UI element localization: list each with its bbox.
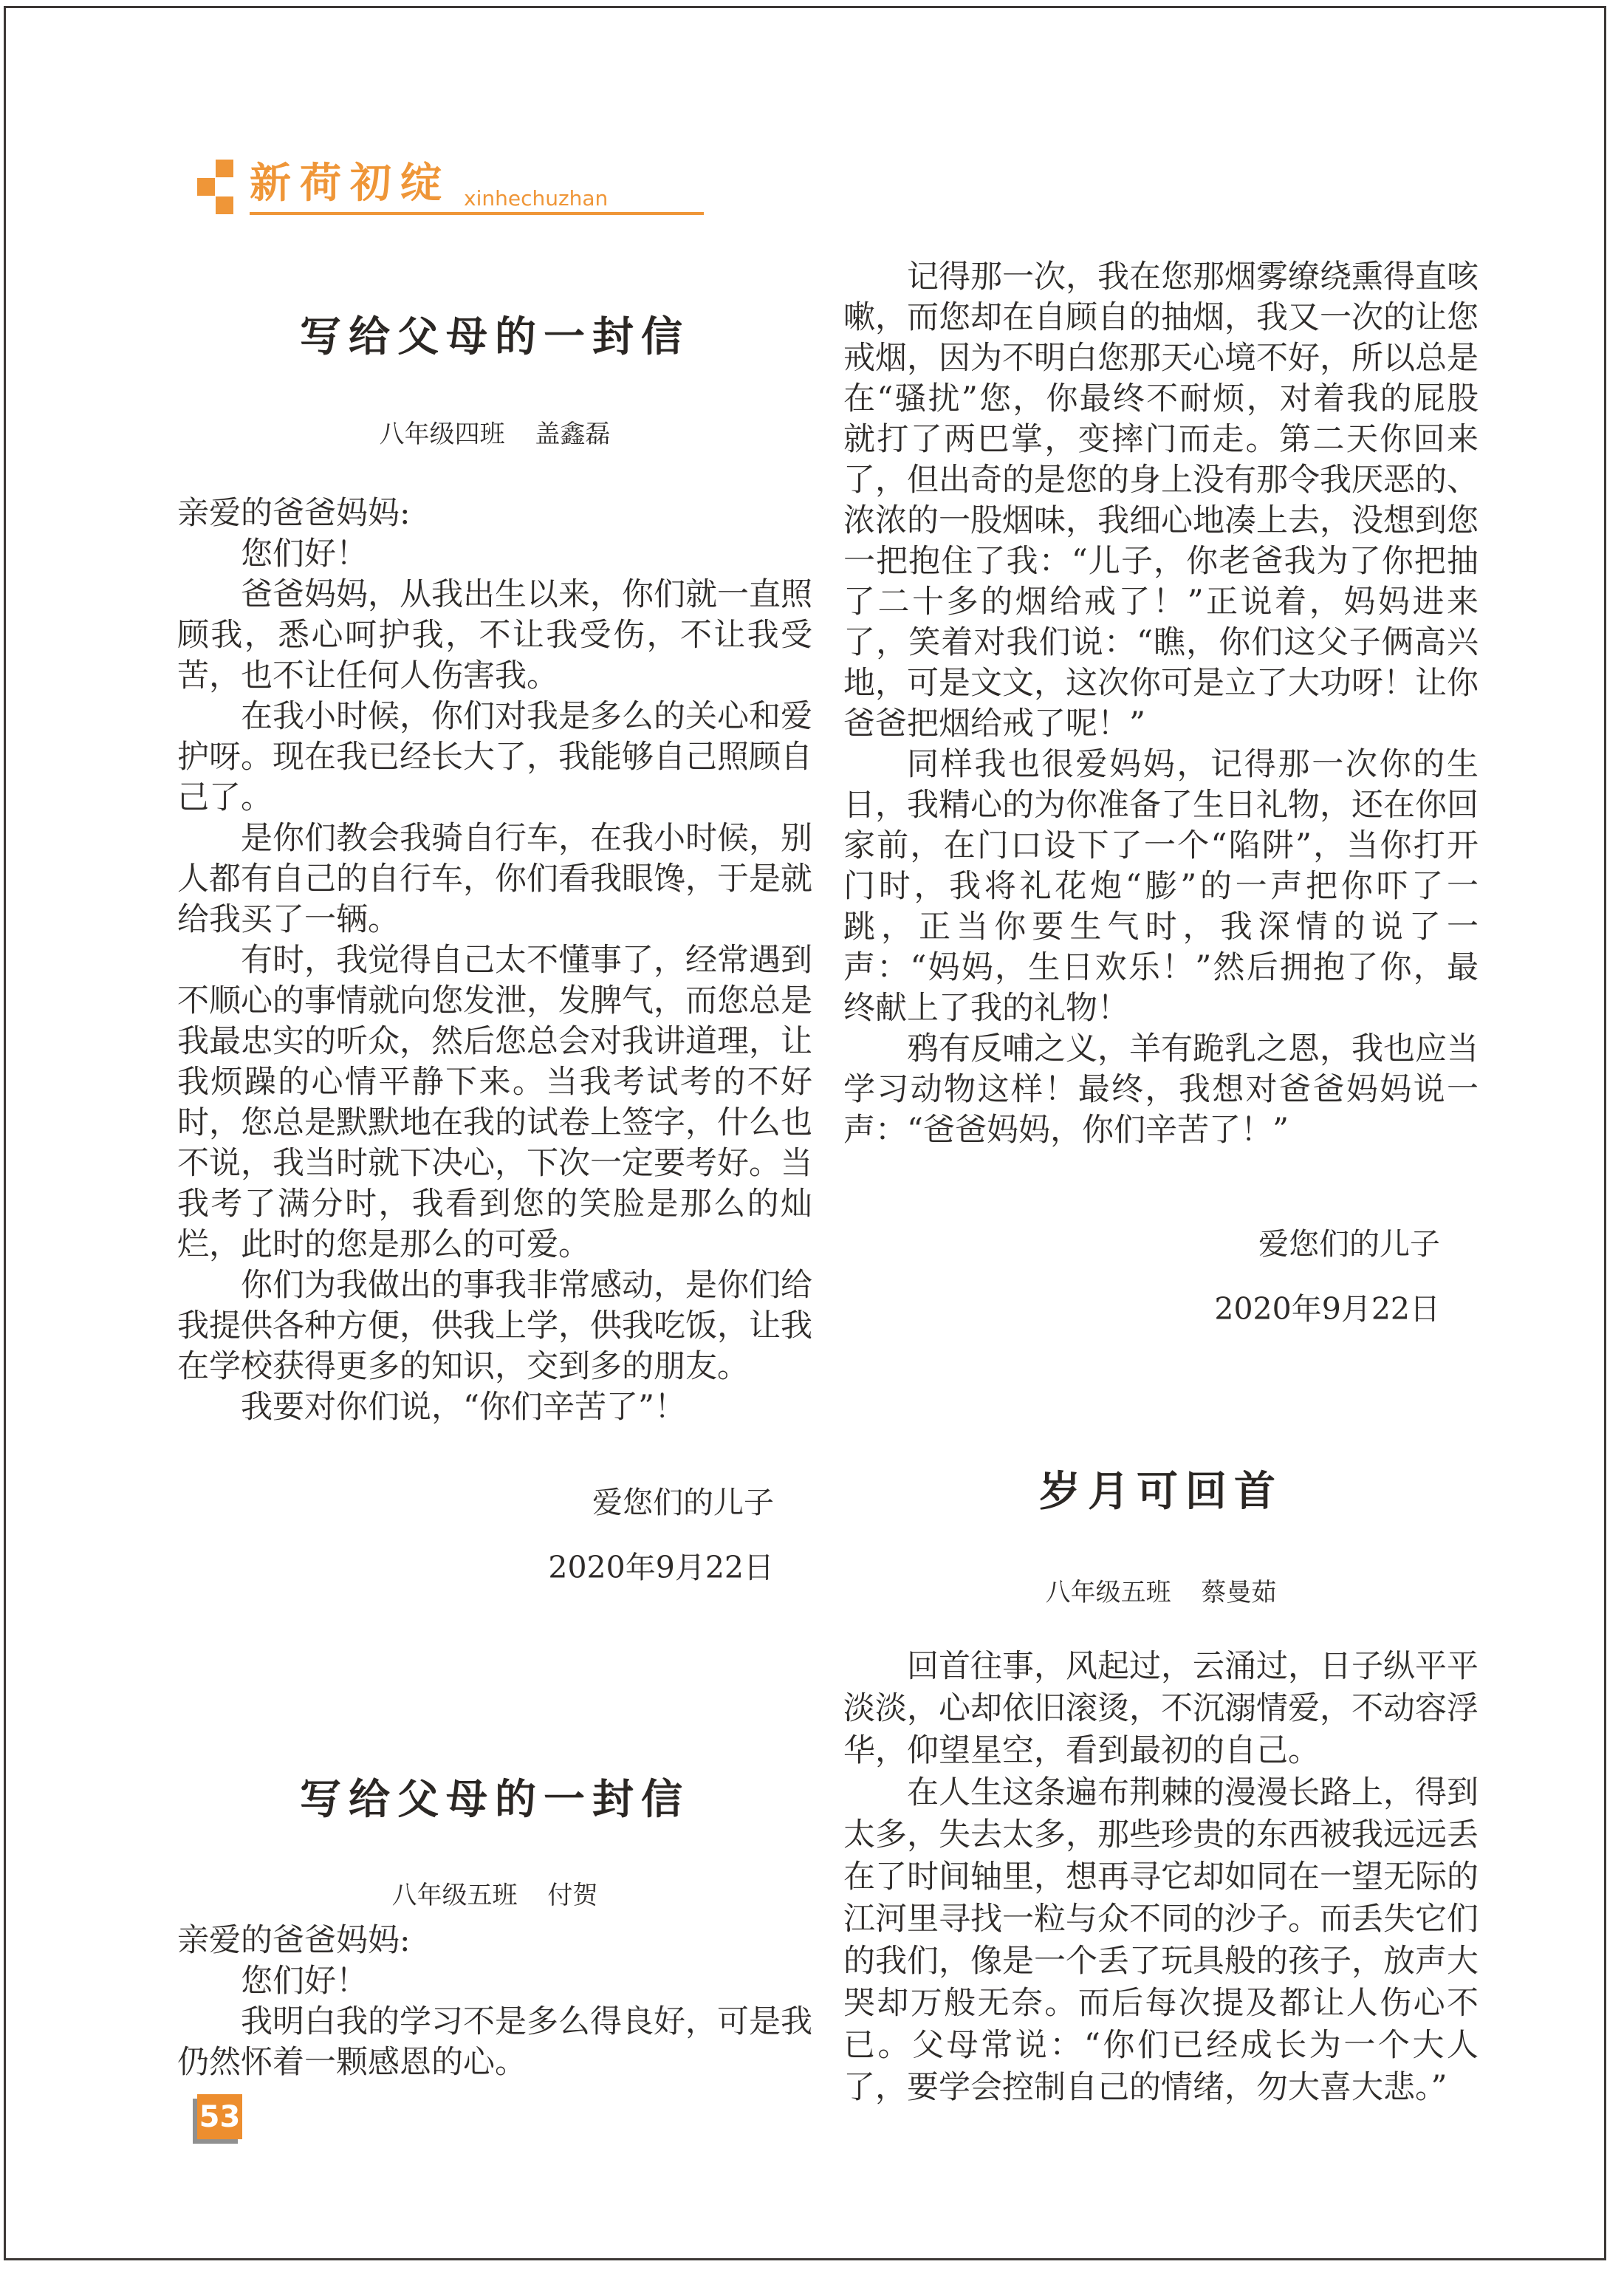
paragraph: 您们好！	[241, 1963, 368, 2000]
logo-title: 新荷初绽	[250, 160, 450, 208]
logo-squares-icon	[197, 160, 234, 214]
salutation: 亲爱的爸爸妈妈:	[177, 495, 411, 532]
logo-subtitle: xinhechuzhan	[464, 186, 609, 211]
paragraph: 回首往事，风起过，云涌过，日子纵平平淡淡，心却依旧滚烫，不沉溺情爱，不动容浮华，仰望星空，看到最初的自己。	[843, 1648, 1479, 1769]
page-number-badge: 53	[197, 2094, 242, 2139]
paragraph: 您们好！	[241, 536, 368, 572]
paragraph: 在我小时候，你们对我是多么的关心和爱护呀。现在我已经长大了，我能够自己照顾自己了。	[177, 698, 812, 816]
logo-square-icon	[216, 196, 233, 214]
byline-author: 盖鑫磊	[535, 420, 611, 449]
paragraph: 你们为我做出的事我非常感动，是你们给我提供各种方便，供我上学，供我吃饭，让我在学校获得更多的知识，交到多的朋友。	[177, 1267, 812, 1385]
byline-author: 蔡曼茹	[1201, 1578, 1277, 1607]
left-article2-title: 写给父母的一封信	[300, 1775, 690, 1824]
paragraph: 同样我也很爱妈妈，记得那一次你的生日，我精心的为你准备了生日礼物，还在你回家前，在门口设下了一个“陷阱”，当你打开门时，我将礼花炮“膨”的一声把你吓了一跳，正当你要生气时，我深情的说了一声：“妈妈，生日欢乐！”然后拥抱了你，最终献上了我的礼物！	[843, 746, 1479, 1027]
paragraph: 有时，我觉得自己太不懂事了，经常遇到不顺心的事情就向您发泄，发脾气，而您总是我最忠实的听众，然后您总会对我讲道理，让我烦躁的心情平静下来。当我考试考的不好时，您总是默默地在我的试卷上签字，什么也不说，我当时就下决心，下次一定要考好。当我考了满分时，我看到您的笑脸是那么的灿烂，此时的您是那么的可爱。	[177, 942, 812, 1263]
right-article1-signature	[843, 1211, 1479, 1341]
signature-date: 2020年9月22日	[548, 1550, 774, 1585]
left-article1-byline	[177, 414, 812, 450]
byline-class: 八年级五班	[1045, 1578, 1171, 1607]
logo-underline-divider	[250, 212, 704, 215]
paragraph: 我要对你们说，“你们辛苦了”！	[241, 1389, 686, 1426]
signature-date: 2020年9月22日	[1214, 1291, 1440, 1327]
right-article2-title: 岁月可回首	[1039, 1467, 1283, 1516]
right-article2-body	[843, 1646, 1479, 2109]
left-article1-body	[177, 493, 812, 1428]
left-article1-signature	[177, 1470, 812, 1600]
byline-class: 八年级四班	[379, 420, 505, 449]
right-article1-body	[843, 257, 1479, 1151]
signature-line: 爱您们的儿子	[1258, 1226, 1440, 1262]
byline-author: 付贺	[547, 1881, 598, 1910]
paragraph: 记得那一次，我在您那烟雾缭绕熏得直咳嗽，而您却在自顾自的抽烟，我又一次的让您戒烟，因为不明白您那天心境不好，所以总是在“骚扰”您，你最终不耐烦，对着我的屁股就打了两巴掌，变摔门而走。第二天你回来了，但出奇的是您的身上没有那令我厌恶的、浓浓的一股烟味，我细心地凑上去，没想到您一把抱住了我：“儿子，你老爸我为了你把抽了二十多的烟给戒了！”正说着，妈妈进来了，笑着对我们说：“瞧，你们这父子俩高兴地，可是文文，这次你可是立了大功呀！让你爸爸把烟给戒了呢！”	[843, 259, 1479, 742]
byline-class: 八年级五班	[391, 1881, 518, 1910]
left-article2-byline	[177, 1875, 812, 1911]
paragraph: 爸爸妈妈，从我出生以来，你们就一直照顾我，悉心呵护我，不让我受伤，不让我受苦，也不让任何人伤害我。	[177, 576, 812, 694]
right-article2-byline	[843, 1572, 1479, 1608]
logo-square-icon	[197, 178, 215, 196]
salutation: 亲爱的爸爸妈妈:	[177, 1922, 411, 1959]
logo-square-icon	[216, 160, 233, 177]
signature-line: 爱您们的儿子	[592, 1485, 774, 1520]
paragraph: 我明白我的学习不是多么得良好，可是我仍然怀着一颗感恩的心。	[177, 2003, 812, 2081]
paragraph: 鸦有反哺之义，羊有跪乳之恩，我也应当学习动物这样！最终，我想对爸爸妈妈说一声：“爸爸妈妈，你们辛苦了！”	[843, 1030, 1479, 1149]
paragraph: 是你们教会我骑自行车，在我小时候，别人都有自己的自行车，你们看我眼馋，于是就给我买了一辆。	[177, 820, 812, 938]
left-article2-body	[177, 1921, 812, 2083]
left-article1-title: 写给父母的一封信	[300, 312, 690, 361]
paragraph: 在人生这条遍布荆棘的漫漫长路上，得到太多，失去太多，那些珍贵的东西被我远远丢在了时间轴里，想再寻它却如同在一望无际的江河里寻找一粒与众不同的沙子。而丢失它们的我们，像是一个丢了玩具般的孩子，放声大哭却万般无奈。而后每次提及都让人伤心不已。父母常说：“你们已经成长为一个大人了，要学会控制自己的情绪，勿大喜大悲。”	[843, 1774, 1479, 2106]
